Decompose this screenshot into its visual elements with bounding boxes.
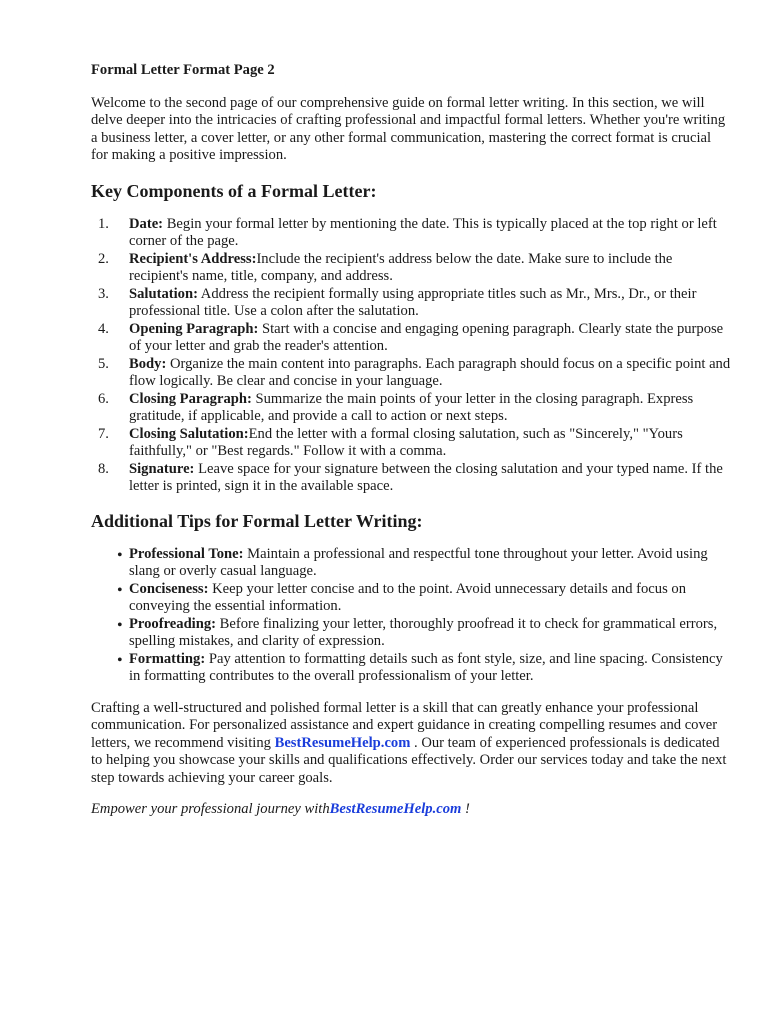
closing-text: Crafting a well-structured and polished formal letter is a skill that can greatly enhance your professional communication. For personalized assistance and expert guidance in creating compelling resumes and cover letters, we recommend visiting (91, 699, 718, 751)
final-line (91, 801, 731, 819)
key-components-heading: Key Components of a Formal Letter: (91, 180, 377, 201)
item-term: Date: (129, 215, 164, 232)
bullet-icon: • (117, 581, 123, 599)
item-text: End the letter with a formal closing salutation, such as "Sincerely," "Yours faithfully," or "Best regards." Follow it with a comma. (129, 425, 683, 459)
list-number: 8. (98, 460, 109, 477)
item-text: Leave space for your signature between the closing salutation and your typed name. If the letter is printed, sign it in the available space. (129, 460, 723, 494)
bestresumehelp-link[interactable]: BestResumeHelp.com (274, 734, 411, 751)
list-number: 6. (98, 390, 109, 407)
item-term: Body: (129, 355, 167, 372)
bullet-icon: • (117, 546, 123, 564)
list-number: 1. (98, 215, 109, 232)
list-number: 7. (98, 425, 109, 442)
item-text: Summarize the main points of your letter in the closing paragraph. Express gratitude, if applicable, and provide a call to action or next steps. (129, 390, 694, 424)
item-term: Professional Tone: (129, 545, 244, 562)
components-list (91, 216, 731, 496)
item-text: Include the recipient's address below the date. Make sure to include the recipient's name, title, company, and address. (129, 250, 673, 284)
list-item (91, 461, 731, 496)
list-number: 2. (98, 250, 109, 267)
item-term: Signature: (129, 460, 195, 477)
item-term: Salutation: (129, 285, 198, 302)
item-term: Proofreading: (129, 615, 217, 632)
final-text-end: ! (461, 801, 470, 817)
item-term: Recipient's Address: (129, 250, 257, 267)
list-item (91, 216, 731, 251)
item-text: Begin your formal letter by mentioning the date. This is typically placed at the top right or left corner of the page. (129, 215, 717, 249)
additional-tips-heading: Additional Tips for Formal Letter Writing: (91, 510, 423, 531)
list-item (91, 651, 731, 686)
item-text: Organize the main content into paragraphs. Each paragraph should focus on a specific point and flow logically. Be clear and concise in your language. (129, 355, 731, 389)
bullet-icon: • (117, 616, 123, 634)
item-text: Pay attention to formatting details such as font style, size, and line spacing. Consistency in formatting contributes to the overall professionalism of your letter. (129, 650, 723, 684)
item-term: Formatting: (129, 650, 206, 667)
document-page (91, 62, 731, 819)
list-item (91, 426, 731, 461)
bestresumehelp-link-final[interactable]: BestResumeHelp.com (329, 801, 462, 817)
item-text: Keep your letter concise and to the point. Avoid unnecessary details and focus on conveying the essential information. (129, 580, 687, 614)
list-number: 3. (98, 285, 109, 302)
list-item (91, 251, 731, 286)
item-term: Opening Paragraph: (129, 320, 259, 337)
item-term: Conciseness: (129, 580, 209, 597)
tips-list (91, 546, 731, 686)
list-number: 4. (98, 320, 109, 337)
item-text: Maintain a professional and respectful tone throughout your letter. Avoid using slang or overly casual language. (129, 545, 708, 579)
list-item (91, 321, 731, 356)
list-number: 5. (98, 355, 109, 372)
list-item (91, 581, 731, 616)
intro-paragraph: Welcome to the second page of our comprehensive guide on formal letter writing. In this section, we will delve deeper into the intricacies of crafting professional and impactful formal letters. Whether you're writing a business letter, a cover letter, or any other formal communication, mastering the correct format is crucial for making a positive impression. (91, 94, 726, 163)
list-item (91, 356, 731, 391)
closing-text-continued: . Our team of experienced professionals is dedicated to helping you showcase your skills and qualifications effectively. Order our services today and take the next step towards achieving your career goals. (91, 734, 727, 786)
item-text: Address the recipient formally using appropriate titles such as Mr., Mrs., Dr., or their professional title. Use a colon after the salutation. (129, 285, 697, 319)
list-item (91, 546, 731, 581)
item-text: Before finalizing your letter, thoroughly proofread it to check for grammatical errors, spelling mistakes, and clarity of expression. (129, 615, 718, 649)
list-item (91, 616, 731, 651)
list-item (91, 286, 731, 321)
item-text: Start with a concise and engaging opening paragraph. Clearly state the purpose of your letter and grab the reader's attention. (129, 320, 724, 354)
page-title: Formal Letter Format Page 2 (91, 62, 275, 78)
item-term: Closing Salutation: (129, 425, 249, 442)
closing-paragraph (91, 700, 731, 788)
final-text: Empower your professional journey with (91, 801, 330, 817)
bullet-icon: • (117, 651, 123, 669)
list-item (91, 391, 731, 426)
item-term: Closing Paragraph: (129, 390, 252, 407)
